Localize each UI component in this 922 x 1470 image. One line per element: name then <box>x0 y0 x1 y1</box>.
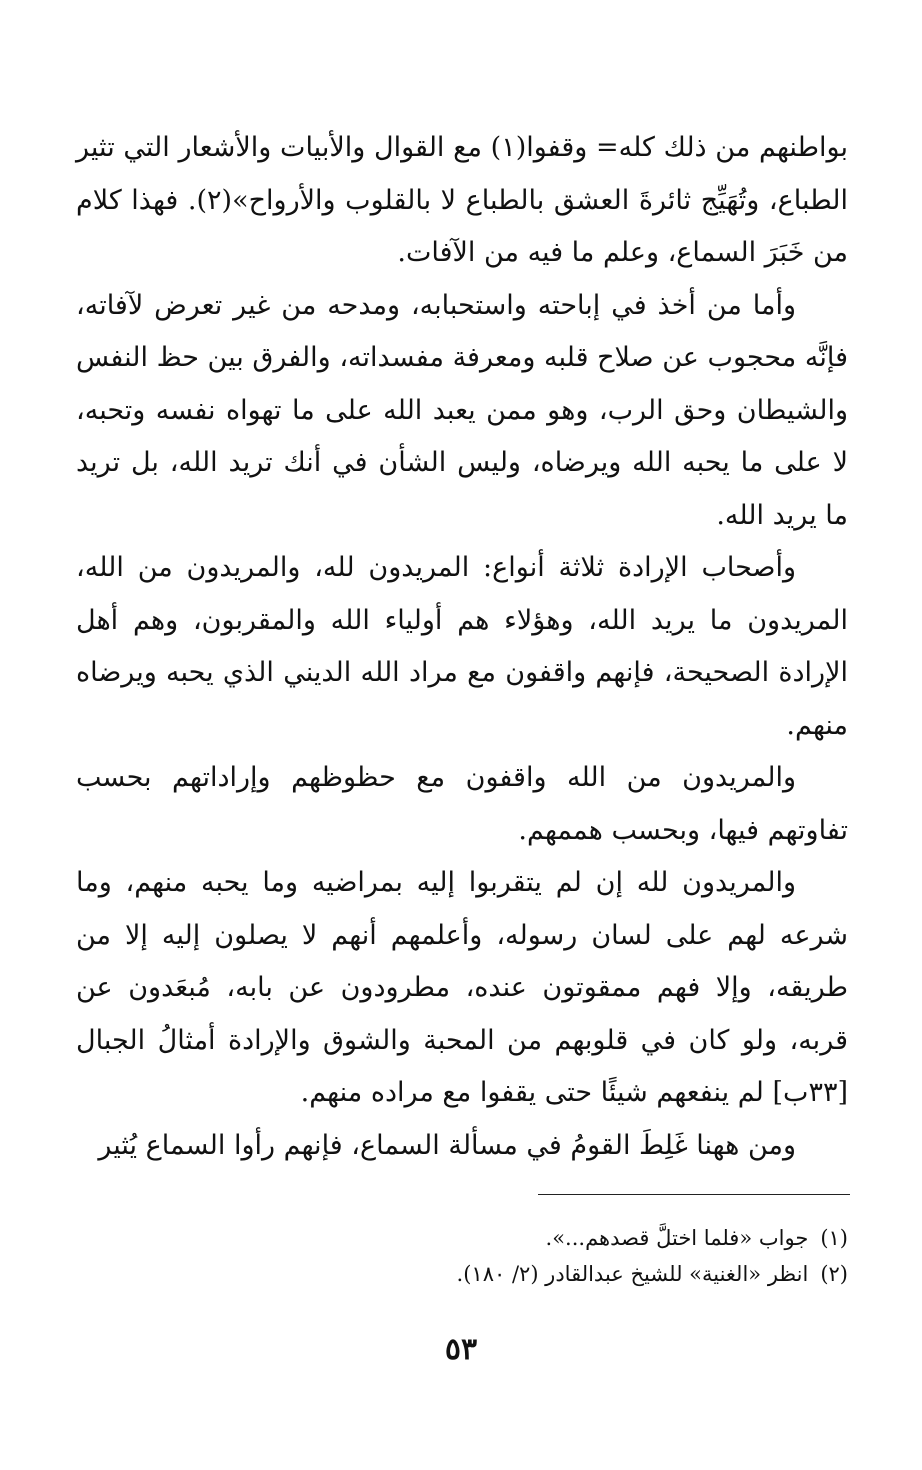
paragraph: وأما من أخذ في إباحته واستحبابه، ومدحه من غير تعرض لآفاته، فإنَّه محجوب عن صلاح قلبه ومعرفة مفسداته، والفرق بين حظ النفس والشيطان وحق الرب، وهو ممن يعبد الله على ما تهواه نفسه وتحبه، لا على ما يحبه الله ويرضاه، وليس الشأن في أنك تريد الله، بل تريد ما يريد الله. <box>76 289 848 531</box>
paragraph: وأصحاب الإرادة ثلاثة أنواع: المريدون لله، والمريدون من الله، المريدون ما يريد الله، وهؤلاء هم أولياء الله والمقربون، وهم أهل الإرادة الصحيحة، فإنهم واقفون مع مراد الله الديني الذي يحبه ويرضاه منهم. <box>76 552 848 741</box>
page-number: ٥٣ <box>444 1332 478 1367</box>
footnote-number: (١) <box>820 1226 848 1250</box>
footnote <box>76 1256 848 1292</box>
footnote-number: (٢) <box>820 1262 848 1286</box>
footnote-text: جواب «فلما اختلَّ قصدهم...». <box>545 1226 809 1250</box>
footnote-text: انظر «الغنية» للشيخ عبدالقادر (٢/ ١٨٠). <box>456 1262 809 1286</box>
paragraph-continuation: بواطنهم من ذلك كله= وقفوا(١) مع القوال والأبيات والأشعار التي تثير الطباع، وتُهَيِّج ثائرةَ العشق بالطباع لا بالقلوب والأرواح»(٢). فهذا كلام من خَبَرَ السماع، وعلم ما فيه من الآفات. <box>76 132 848 268</box>
footnote <box>76 1220 848 1256</box>
main-text <box>76 122 848 1172</box>
paragraph: ومن ههنا غَلِطَ القومُ في مسألة السماع، فإنهم رأوا السماع يُثير <box>98 1129 796 1161</box>
paragraph: والمريدون لله إن لم يتقربوا إليه بمراضيه وما يحبه منهم، وما شرعه لهم على لسان رسوله، وأعلمهم أنهم لا يصلون إليه إلا من طريقه، وإلا فهم ممقوتون عنده، مطرودون عن بابه، مُبعَدون عن قربه، ولو كان في قلوبهم من المحبة والشوق والإرادة أمثالُ الجبال [٣٣ب] لم ينفعهم شيئًا حتى يقفوا مع مراده منهم. <box>76 867 848 1108</box>
paragraph: والمريدون من الله واقفون مع حظوظهم وإراداتهم بحسب تفاوتهم فيها، وبحسب هممهم. <box>76 762 848 846</box>
footnotes <box>76 1220 848 1292</box>
footnote-divider <box>538 1194 850 1195</box>
